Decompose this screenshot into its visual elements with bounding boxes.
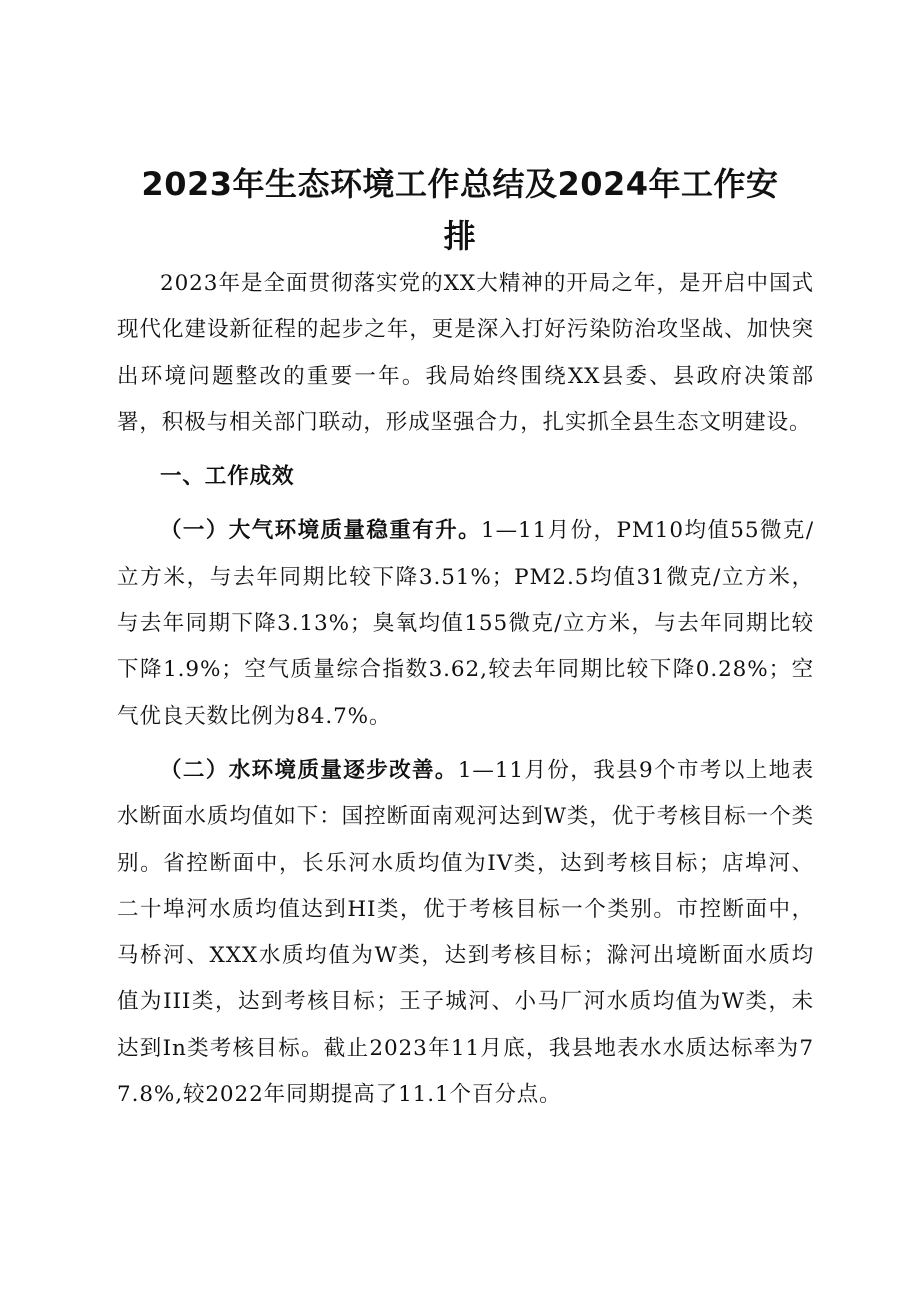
document-title-line-2: 排 <box>443 217 477 255</box>
section-heading-achievements: 一、工作成效 <box>160 464 295 490</box>
intro-paragraph: 2023年是全面贯彻落实党的XX大精神的开局之年，是开启中国式现代化建设新征程的起步之年，更是深入打好污染防治攻坚战、加快突出环境问题整改的重要一年。我局始终围绕XX县委、县政府决策部署，积极与相关部门联动，形成坚强合力，扎实抓全县生态文明建设。 <box>117 271 814 435</box>
paragraph-water-quality <box>117 748 814 1118</box>
air-quality-text: 1—11月份，PM10均值55微克/立方米，与去年同期比较下降3.51%；PM2.5均值31微克/立方米，与去年同期下降3.13%；臭氧均值155微克/立方米，与去年同期比较下降1.9%；空气质量综合指数3.62,较去年同期比较下降0.28%；空气优良天数比例为84.7%。 <box>117 518 814 729</box>
document-body <box>117 261 814 1118</box>
water-quality-lead: （二）水环境质量逐步改善。 <box>160 757 458 783</box>
document-title-line-1: 2023年生态环境工作总结及2024年工作安 <box>141 165 779 203</box>
water-quality-text: 1—11月份，我县9个市考以上地表水断面水质均值如下：国控断面南观河达到W类，优于考核目标一个类别。省控断面中，长乐河水质均值为IV类，达到考核目标；店埠河、二十埠河水质均值达到HI类，优于考核目标一个类别。市控断面中，马桥河、XXX水质均值为W类，达到考核目标；滁河出境断面水质均值为III类，达到考核目标；王子城河、小马厂河水质均值为W类，未达到In类考核目标。截止2023年11月底，我县地表水水质达标率为77.8%,较2022年同期提高了11.1个百分点。 <box>117 757 814 1108</box>
paragraph-air-quality <box>117 508 814 739</box>
air-quality-lead: （一）大气环境质量稳重有升。 <box>160 518 482 544</box>
